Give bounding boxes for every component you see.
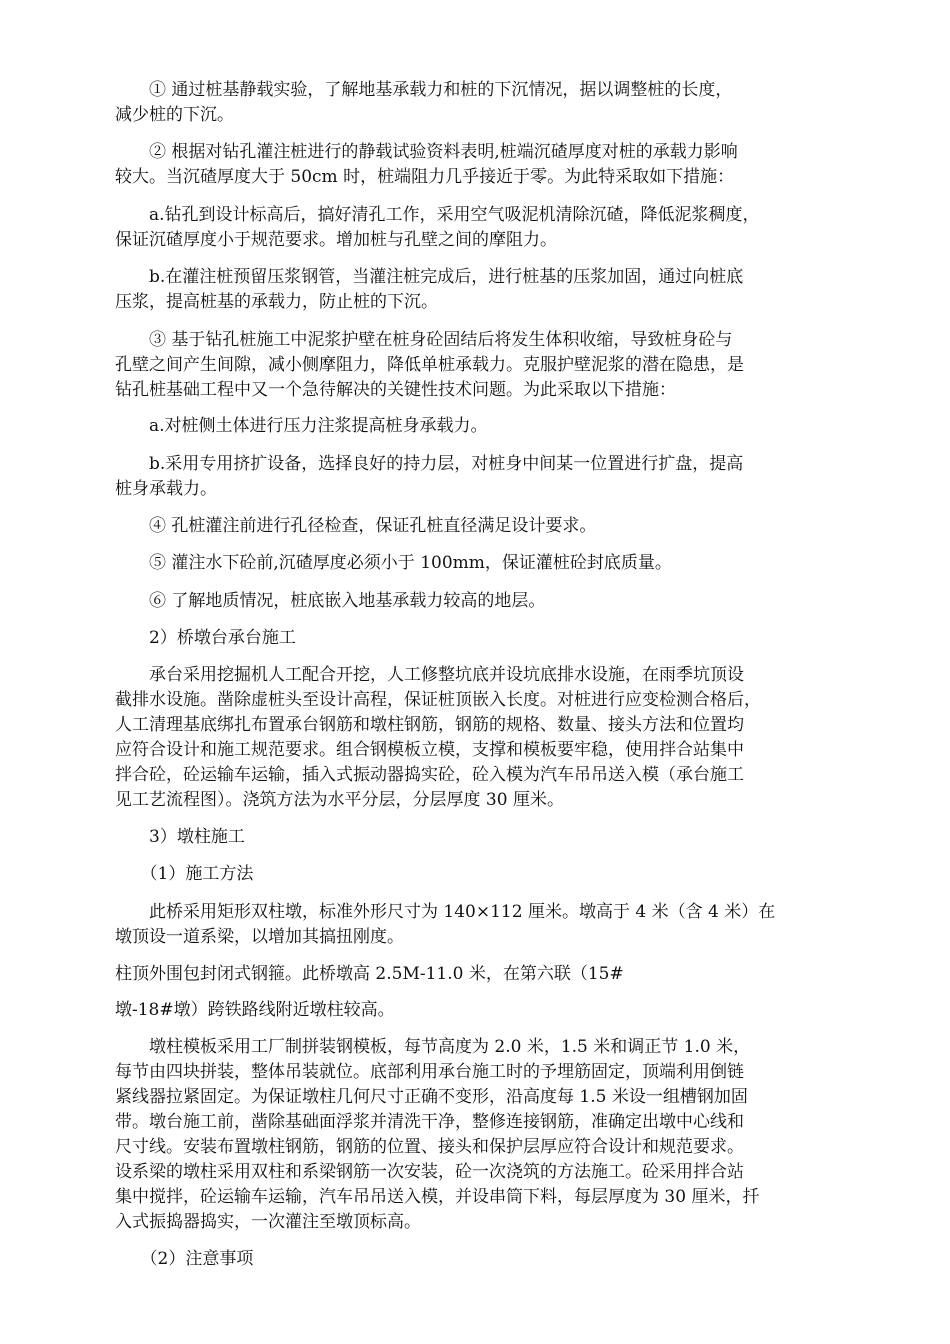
paragraph-2: ② 根据对钻孔灌注桩进行的静载试验资料表明,桩端沉碴厚度对桩的承载力影响 较大。当沉碴厚度大于 50cm 时，桩端阻力几乎接近于零。为此特采取如下措施： [115, 142, 738, 187]
subheading-notes: （2）注意事项 [115, 1249, 254, 1269]
paragraph-18: 墩柱模板采用工厂制拼装钢模板，每节高度为 2.0 米，1.5 米和调正节 1.0 米， 每节由四块拼装，整体吊装就位。底部利用承台施工时的予埋筋固定，顶端利用倒链 紧线器拉紧固定。为保证墩柱几何尺寸正确不变形，沿高度每 1.5 米设一组槽钢加固 带。墩台施工前，凿除基础面浮浆并清洗干净，整修连接钢筋，准确定出墩中心线和 尺寸线。安装布置墩柱钢筋，钢筋的位置、接头和保护层厚应符合设计和规范要求。 设系梁的墩柱采用双柱和系梁钢筋一次安装，砼一次浇筑的方法施工。砼采用拌合站 集中搅拌，砼运输车运输，汽车吊吊送入模，并设串筒下料，每层厚度为 30 厘米，扦 入式振捣器捣实，一次灌注至墩顶标高。 [115, 1037, 760, 1232]
paragraph-9: ⑤ 灌注水下砼前,沉碴厚度必须小于 100mm，保证灌桩砼封底质量。 [115, 553, 672, 573]
paragraph-12: 承台采用挖掘机人工配合开挖，人工修整坑底并设坑底排水设施，在雨季坑顶设 截排水设施。凿除虚桩头至设计高程，保证桩顶嵌入长度。对桩进行应变检测合格后， 人工清理基底绑扎布置承台钢筋和墩柱钢筋，钢筋的规格、数量、接头方法和位置均 应符合设计和施工规范要求。组合钢模板立模，支撑和模板要牢稳，使用拌合站集中 拌合砼，砼运输车运输，插入式振动器捣实砼，砼入模为汽车吊吊送入模（承台施工 见工艺流程图）。浇筑方法为水平分层，分层厚度 30 厘米。 [115, 665, 761, 810]
paragraph-5: ③ 基于钻孔桩施工中泥浆护壁在桩身砼固结后将发生体积收缩，导致桩身砼与 孔壁之间产生间隙，减小侧摩阻力，降低单桩承载力。克服护壁泥浆的潜在隐患，是 钻孔桩基础工程中又一个急待解决的关键性技术问题。为此采取以下措施： [115, 330, 744, 400]
paragraph-15: 此桥采用矩形双柱墩，标准外形尺寸为 140×112 厘米。墩高于 4 米（含 4 米）在 墩顶设一道系梁，以增加其搞扭刚度。 [115, 902, 776, 947]
paragraph-8: ④ 孔桩灌注前进行孔径检查，保证孔桩直径满足设计要求。 [115, 516, 597, 536]
paragraph-1: ① 通过桩基静载实验，了解地基承载力和桩的下沉情况，据以调整桩的长度， 减少桩的下沉。 [115, 80, 733, 125]
paragraph-17: 墩-18#墩）跨铁路线附近墩柱较高。 [115, 1000, 395, 1020]
paragraph-16: 柱顶外围包封闭式钢箍。此桥墩高 2.5M-11.0 米，在第六联（15# [115, 964, 624, 984]
subheading-construction-method: （1）施工方法 [115, 864, 254, 884]
section-heading-3: 3）墩柱施工 [115, 827, 245, 847]
paragraph-10: ⑥ 了解地质情况，桩底嵌入地基承载力较高的地层。 [115, 591, 546, 611]
paragraph-4: b.在灌注桩预留压浆钢管，当灌注桩完成后，进行桩基的压浆加固，通过向桩底 压浆，提高桩基的承载力，防止桩的下沉。 [115, 267, 744, 312]
paragraph-7: b.采用专用挤扩设备，选择良好的持力层，对桩身中间某一位置进行扩盘，提高 桩身承载力。 [115, 454, 744, 499]
paragraph-6: a.对桩侧土体进行压力注浆提高桩身承载力。 [115, 416, 488, 436]
section-heading-2: 2）桥墩台承台施工 [115, 628, 296, 648]
paragraph-3: a.钻孔到设计标高后，搞好清孔工作，采用空气吸泥机清除沉碴，降低泥浆稠度， 保证沉碴厚度小于规范要求。增加桩与孔壁之间的摩阻力。 [115, 205, 760, 250]
